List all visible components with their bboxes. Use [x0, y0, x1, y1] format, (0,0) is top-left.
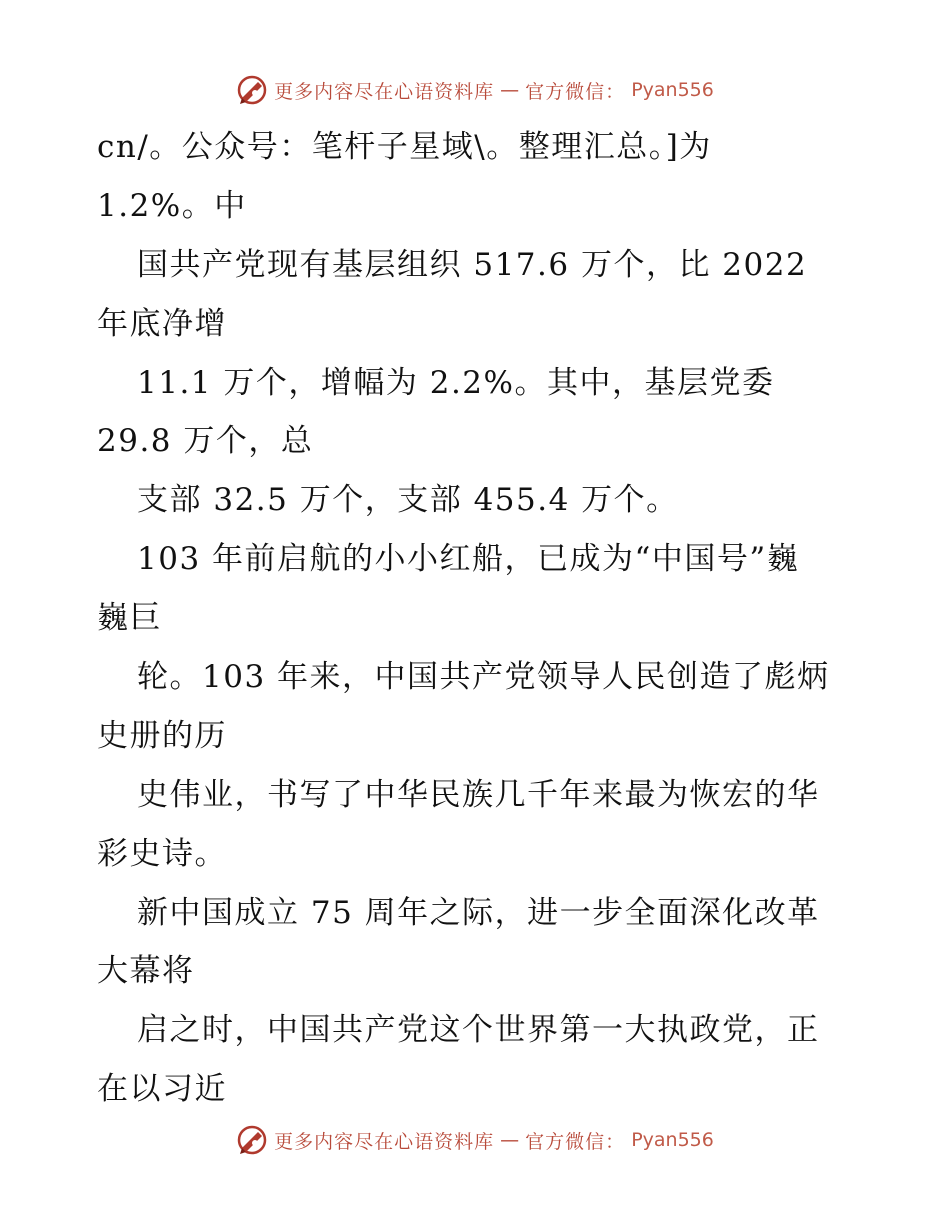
banner-wechat-label: 官方微信： — [525, 1130, 626, 1153]
text-line: 29.8 万个，总 — [97, 423, 314, 460]
text-line: 支部 32.5 万个，支部 455.4 万个。 — [137, 482, 679, 519]
pen-logo-icon — [236, 1124, 268, 1156]
banner-account-id: Pyan556 — [631, 1129, 714, 1151]
text-line: 11.1 万个，增幅为 2.2%。其中，基层党委 — [137, 364, 775, 401]
document-body — [97, 118, 857, 1119]
banner-brand-text: 更多内容尽在心语资料库 — [274, 1130, 495, 1153]
text-line: 103 年前启航的小小红船，已成为“中国号”巍 — [137, 541, 800, 578]
pen-logo-icon — [236, 74, 268, 106]
text-line: 年底净增 — [97, 305, 227, 342]
text-line: 大幕将 — [97, 953, 195, 990]
text-line: 巍巨 — [97, 600, 162, 637]
text-line: 史册的历 — [97, 717, 227, 754]
text-line: 1.2%。中 — [97, 187, 247, 224]
banner-wechat-label: 官方微信： — [525, 80, 626, 103]
banner-brand-text: 更多内容尽在心语资料库 — [274, 80, 495, 103]
text-line: cn/。公众号：笔杆子星域\。整理汇总。]为 — [97, 129, 712, 165]
text-line: 彩史诗。 — [97, 835, 227, 872]
text-line: 轮。103 年来，中国共产党领导人民创造了彪炳 — [137, 659, 830, 696]
text-line: 启之时，中国共产党这个世界第一大执政党，正 — [137, 1012, 820, 1049]
banner-dash: — — [500, 1129, 520, 1151]
footer-banner — [0, 1120, 950, 1160]
banner-account-id: Pyan556 — [631, 79, 714, 101]
text-line: 史伟业，书写了中华民族几千年来最为恢宏的华 — [137, 776, 820, 813]
header-banner — [0, 70, 950, 110]
text-line: 新中国成立 75 周年之际，进一步全面深化改革 — [137, 894, 820, 931]
banner-dash: — — [500, 79, 520, 101]
text-line: 国共产党现有基层组织 517.6 万个，比 2022 — [137, 246, 808, 283]
text-line: 在以习近 — [97, 1071, 227, 1108]
